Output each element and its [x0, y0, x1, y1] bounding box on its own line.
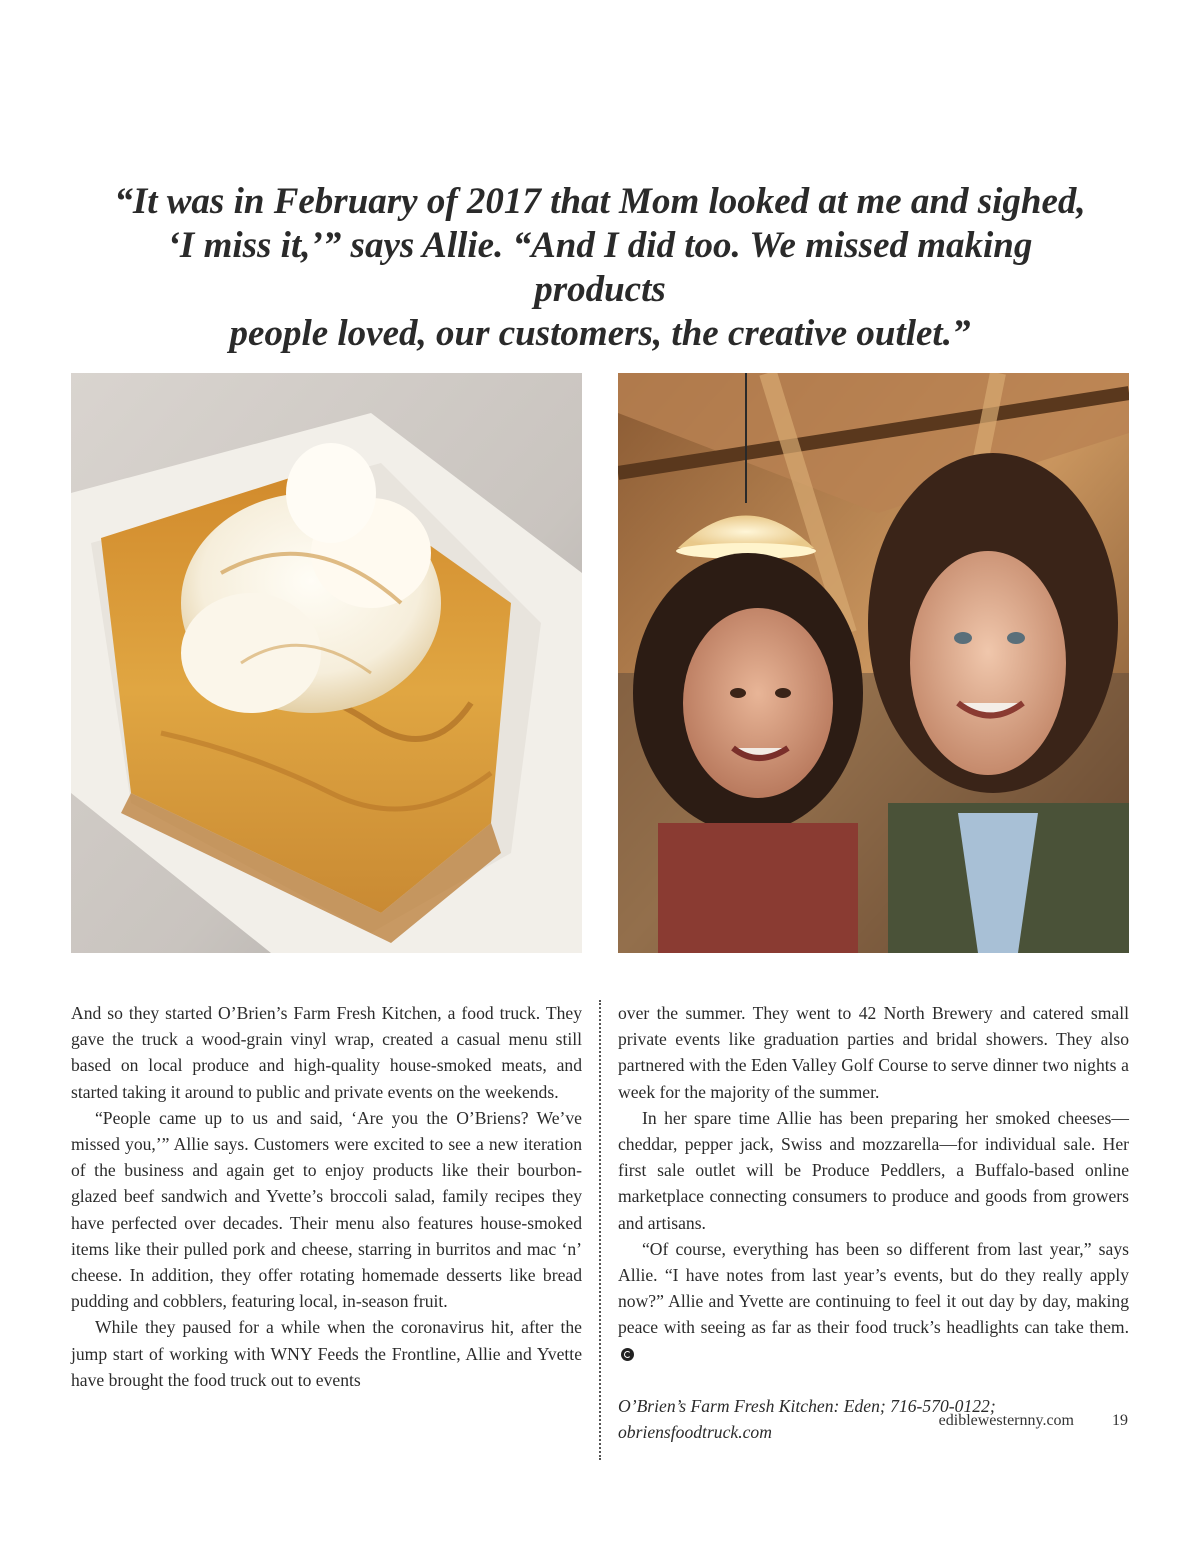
paragraph: In her spare time Allie has been preparing her smoked cheeses—cheddar, pepper jack, Swiss and mozzarella—for individual sale. Her first sale outlet will be Produce Peddlers, a Buffalo-based online marketplace connecting consumers to produce and goods from growers and artisans.	[618, 1107, 1129, 1233]
paragraph	[618, 1236, 1129, 1367]
page-number: 19	[1112, 1412, 1128, 1429]
column-divider	[599, 1000, 601, 1460]
two-women-selfie-photo	[618, 373, 1129, 953]
footer-site: ediblewesternny.com	[938, 1412, 1074, 1429]
page-footer	[939, 1412, 1128, 1430]
contact-website: obriensfoodtruck.com	[618, 1422, 772, 1443]
pull-quote-line-3: people loved, our customers, the creative outlet.”	[229, 313, 971, 354]
paragraph: And so they started O’Brien’s Farm Fresh Kitchen, a food truck. They gave the truck a wood-grain vinyl wrap, created a casual menu still based on local produce and high-quality house-smoked meats, and started taking it around to public and private events on the weekends.	[71, 1003, 582, 1102]
pull-quote	[110, 180, 1090, 356]
bread-pudding-illustration	[71, 373, 582, 953]
article-column-right	[618, 1000, 1129, 1445]
pull-quote-line-1: “It was in February of 2017 that Mom looked at me and sighed,	[114, 181, 1086, 222]
paragraph: While they paused for a while when the coronavirus hit, after the jump start of working with WNY Feeds the Frontline, Allie and Yvette have brought the food truck out to events	[71, 1317, 582, 1390]
bread-pudding-photo	[71, 373, 582, 953]
paragraph: over the summer. They went to 42 North Brewery and catered small private events like graduation parties and bridal showers. They also partnered with the Eden Valley Golf Course to serve dinner two nights a week for the majority of the summer.	[618, 1003, 1129, 1102]
pull-quote-line-2: ‘I miss it,’” says Allie. “And I did too. We missed making products	[167, 225, 1033, 310]
article-column-left	[71, 1000, 582, 1393]
selfie-illustration	[618, 373, 1129, 953]
contact-line-1: O’Brien’s Farm Fresh Kitchen: Eden; 716-570-0122;	[618, 1395, 996, 1416]
edible-logo-icon	[621, 1348, 634, 1361]
paragraph: “People came up to us and said, ‘Are you the O’Briens? We’ve missed you,’” Allie says. Customers were excited to see a new iteration of the business and again get to enjoy products like their bourbon-glazed beef sandwich and Yvette’s broccoli salad, family recipes they have perfected over decades. Their menu also features house-smoked items like their pulled pork and cheese, starring in burritos and mac ‘n’ cheese. In addition, they offer rotating homemade desserts like bread pudding and cobblers, featuring local, in-season fruit.	[71, 1107, 582, 1312]
paragraph-text: “Of course, everything has been so different from last year,” says Allie. “I have notes from last year’s events, but do they really apply now?” Allie and Yvette are continuing to feel it out day by day, making peace with seeing as far as their food truck’s headlights can take them.	[618, 1238, 1129, 1338]
